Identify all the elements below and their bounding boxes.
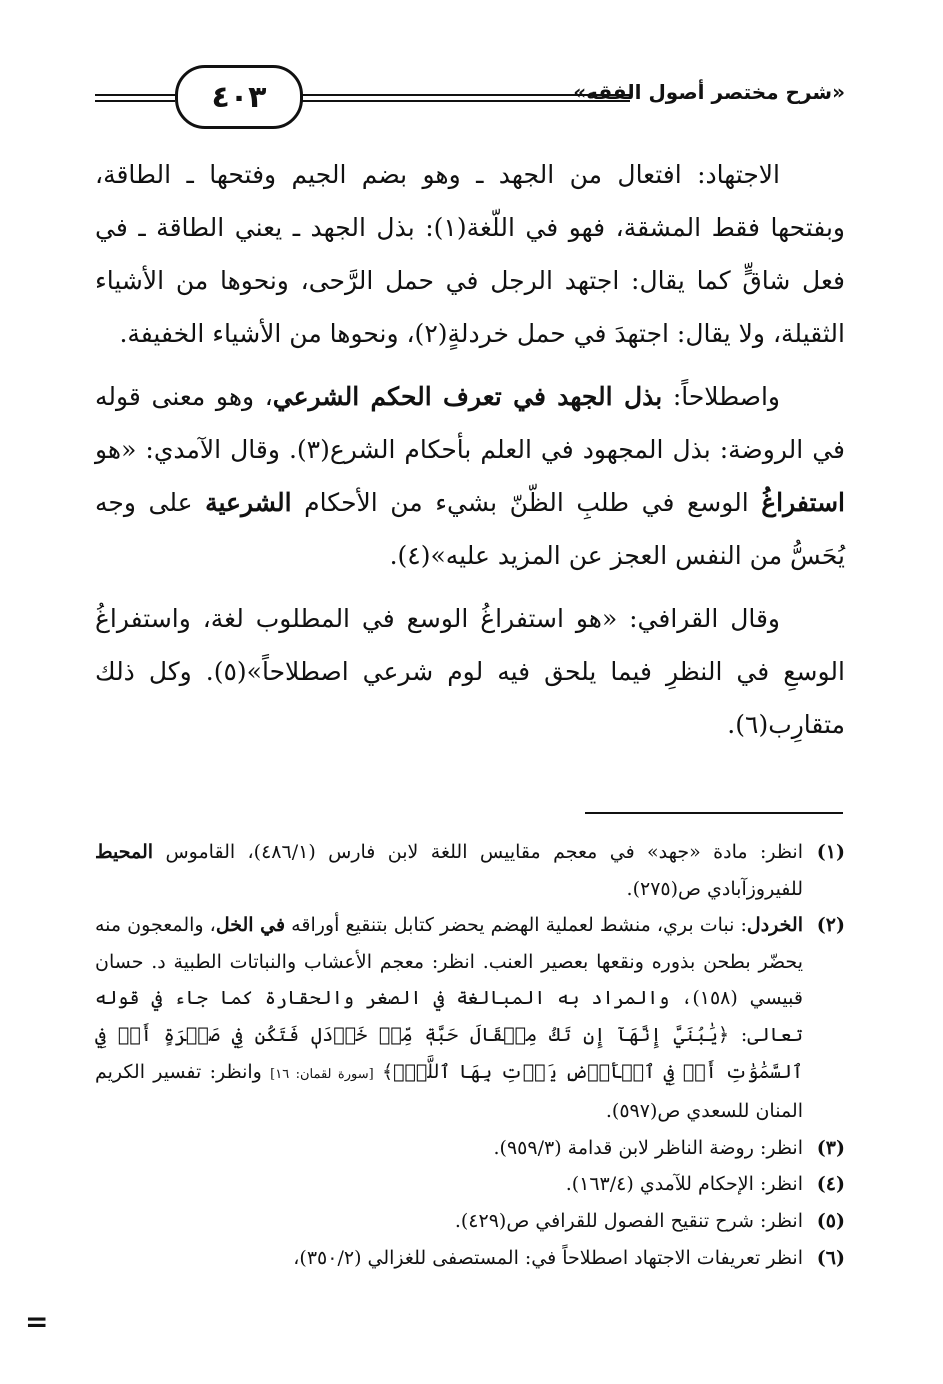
- footnote-text: انظر: روضة الناظر لابن قدامة (٩٥٩/٣).: [493, 1136, 803, 1159]
- continuation-mark: =: [25, 1305, 49, 1338]
- page-header: [95, 60, 845, 132]
- footnote-number: (١): [816, 841, 845, 863]
- footnote-text-part: وانظر: تفسير الكريم المنان للسعدي ص(٥٩٧).: [95, 1060, 803, 1123]
- footnote-bold: الخردل: [746, 914, 803, 937]
- footnote-1: [95, 834, 845, 907]
- main-text: [95, 148, 845, 761]
- footnote-text: انظر: شرح تنقيح الفصول للقرافي ص(٤٢٩).: [454, 1209, 803, 1232]
- footnote-separator: [585, 812, 843, 814]
- running-title: «شرح مختصر أصول الفقه»: [573, 80, 845, 104]
- footnote-number: (٤): [816, 1173, 845, 1196]
- footnote-6: [95, 1240, 845, 1277]
- paragraph-text: على وجه يُحَسُّ من النفس العجز عن المزيد عليه»(٤).: [95, 488, 845, 570]
- bold-term: استفراغُ: [761, 488, 845, 517]
- paragraph-definition-linguistic: الاجتهاد: افتعال من الجهد ـ وهو بضم الجيم وفتحها ـ الطاقة، وبفتحها فقط المشقة، فهو في اللّغة(١): بذل الجهد ـ يعني الطاقة ـ في فعل شاقٍّ كما يقال: اجتهد الرجل في حمل الرَّحى، ونحوها من الأشياء الثقيلة، ولا يقال: اجتهدَ في حمل خردلةٍ(٢)، ونحوها من الأشياء الخفيفة.: [95, 160, 845, 348]
- footnote-2: [95, 907, 845, 1130]
- footnote-number: (٢): [816, 914, 845, 937]
- paragraph-text: واصطلاحاً:: [662, 382, 780, 411]
- footnote-4: [95, 1166, 845, 1203]
- quran-reference: [سورة لقمان: ١٦]: [270, 1066, 374, 1082]
- bold-term: الشرعية: [205, 488, 292, 517]
- footnote-text: انظر: الإحكام للآمدي (١٦٣/٤).: [565, 1173, 803, 1196]
- footnote-text-part: ، والمعجون منه يحضّر بطحن بذوره ونقعها بعصير العنب. انظر: معجم الأعشاب والنباتات الطبية د. حسان قبيسي (١٥٨)، والمراد به المبالغة في الصغر والحقارة كما جاء في قوله تعالى: ﴿يَٰبُنَيَّ إِنَّهَآ إِن تَكُ مِثۡقَالَ حَبَّةٖ مِّنۡ خَرۡدَلٖ فَتَكُن فِي صَخۡرَةٍ أَوۡ فِي ٱلسَّمَٰوَٰتِ أَوۡ فِي ٱلۡأَرۡضِ يَأۡتِ بِهَا ٱللَّهُۚ﴾: [95, 914, 803, 1083]
- bold-term: بذل الجهد في تعرف الحكم الشرعي: [272, 382, 663, 411]
- footnote-text: [95, 907, 803, 1130]
- footnote-bold: في الخل: [215, 914, 286, 937]
- footnote-text-part: للفيروزآبادي ص(٢٧٥).: [626, 877, 803, 900]
- paragraph-text: الوسع في طلبِ الظّنّ بشيء من الأحكام: [291, 488, 762, 517]
- footnote-text: انظر تعريفات الاجتهاد اصطلاحاً في: المستصفى للغزالي (٣٥٠/٢)،: [293, 1246, 803, 1269]
- paragraph-qarafi: وقال القرافي: «هو استفراغُ الوسع في المطلوب لغة، واستفراغُ الوسعِ في النظرِ فيما يلحق فيه لوم شرعي اصطلاحاً»(٥). وكل ذلك متقارِب(٦).: [95, 604, 845, 739]
- paragraph-text: ، وهو معنى قوله في الروضة: بذل المجهود في العلم بأحكام الشرع(٣). وقال الآمدي: «هو: [95, 382, 845, 464]
- footnote-text-part: انظر: مادة «جهد» في معجم مقاييس اللغة لابن فارس (٤٨٦/١)، القاموس: [153, 841, 803, 863]
- footnote-number: (٦): [816, 1246, 845, 1269]
- footnote-number: (٣): [816, 1136, 845, 1159]
- footnote-text-part: : نبات بري، منشط لعملية الهضم يحضر كتابل بتنقيع أوراقه: [285, 914, 747, 937]
- footnote-bold: المحيط: [95, 841, 154, 863]
- page-number: ٤٠٣: [175, 65, 303, 129]
- paragraph-definition-technical: [95, 370, 845, 582]
- footnote-3: [95, 1130, 845, 1167]
- footnote-text: [95, 834, 803, 907]
- footnotes: [95, 834, 845, 1276]
- header-rule: [95, 94, 175, 96]
- header-rule: [95, 100, 175, 102]
- footnote-5: [95, 1203, 845, 1240]
- footnote-number: (٥): [816, 1209, 845, 1232]
